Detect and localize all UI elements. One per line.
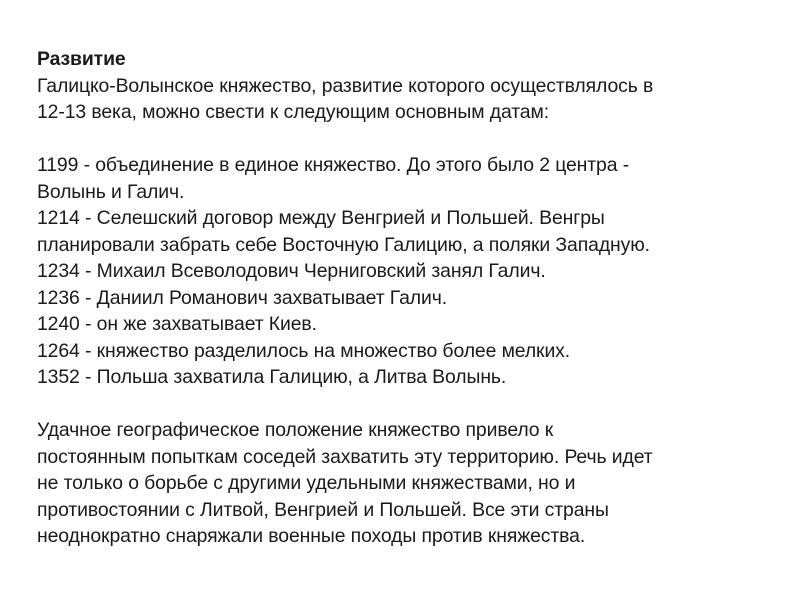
conclusion-line: постоянным попыткам соседей захватить эту территорию. Речь идет — [37, 445, 653, 468]
intro-line: 12-13 века, можно свести к следующим основным датам: — [37, 101, 549, 123]
timeline-line: 1199 - объединение в единое княжество. До этого было 2 центра - — [37, 154, 630, 176]
timeline-list — [37, 152, 767, 391]
timeline-line: Волынь и Галич. — [37, 180, 185, 203]
conclusion-line: Удачное географическое положение княжество привело к — [37, 419, 554, 441]
timeline-line: 1214 - Селешский договор между Венгрией и Польшей. Венгры — [37, 207, 605, 229]
paragraph-gap — [37, 391, 767, 418]
slide-title: Развитие — [37, 48, 126, 70]
timeline-line: 1240 - он же захватывает Киев. — [37, 313, 317, 335]
timeline-line: планировали забрать себе Восточную Галицию, а поляки Западную. — [37, 233, 650, 256]
timeline-line: 1236 - Даниил Романович захватывает Галич. — [37, 286, 447, 309]
conclusion-paragraph — [37, 417, 767, 550]
timeline-line: 1234 - Михаил Всеволодович Черниговский занял Галич. — [37, 260, 546, 282]
conclusion-line: не только о борьбе с другими удельными княжествами, но и — [37, 472, 576, 494]
paragraph-gap — [37, 126, 767, 153]
timeline-line: 1264 - княжество разделилось на множество более мелких. — [37, 339, 571, 362]
intro-paragraph — [37, 73, 767, 126]
intro-line: Галицко-Волынское княжество, развитие которого осуществлялось в — [37, 74, 654, 97]
timeline-line: 1352 - Польша захватила Галицию, а Литва Волынь. — [37, 366, 507, 388]
conclusion-line: противостоянии с Литвой, Венгрией и Польшей. Все эти страны — [37, 498, 609, 521]
conclusion-line: неоднократно снаряжали военные походы против княжества. — [37, 525, 586, 547]
slide-content — [37, 46, 767, 550]
